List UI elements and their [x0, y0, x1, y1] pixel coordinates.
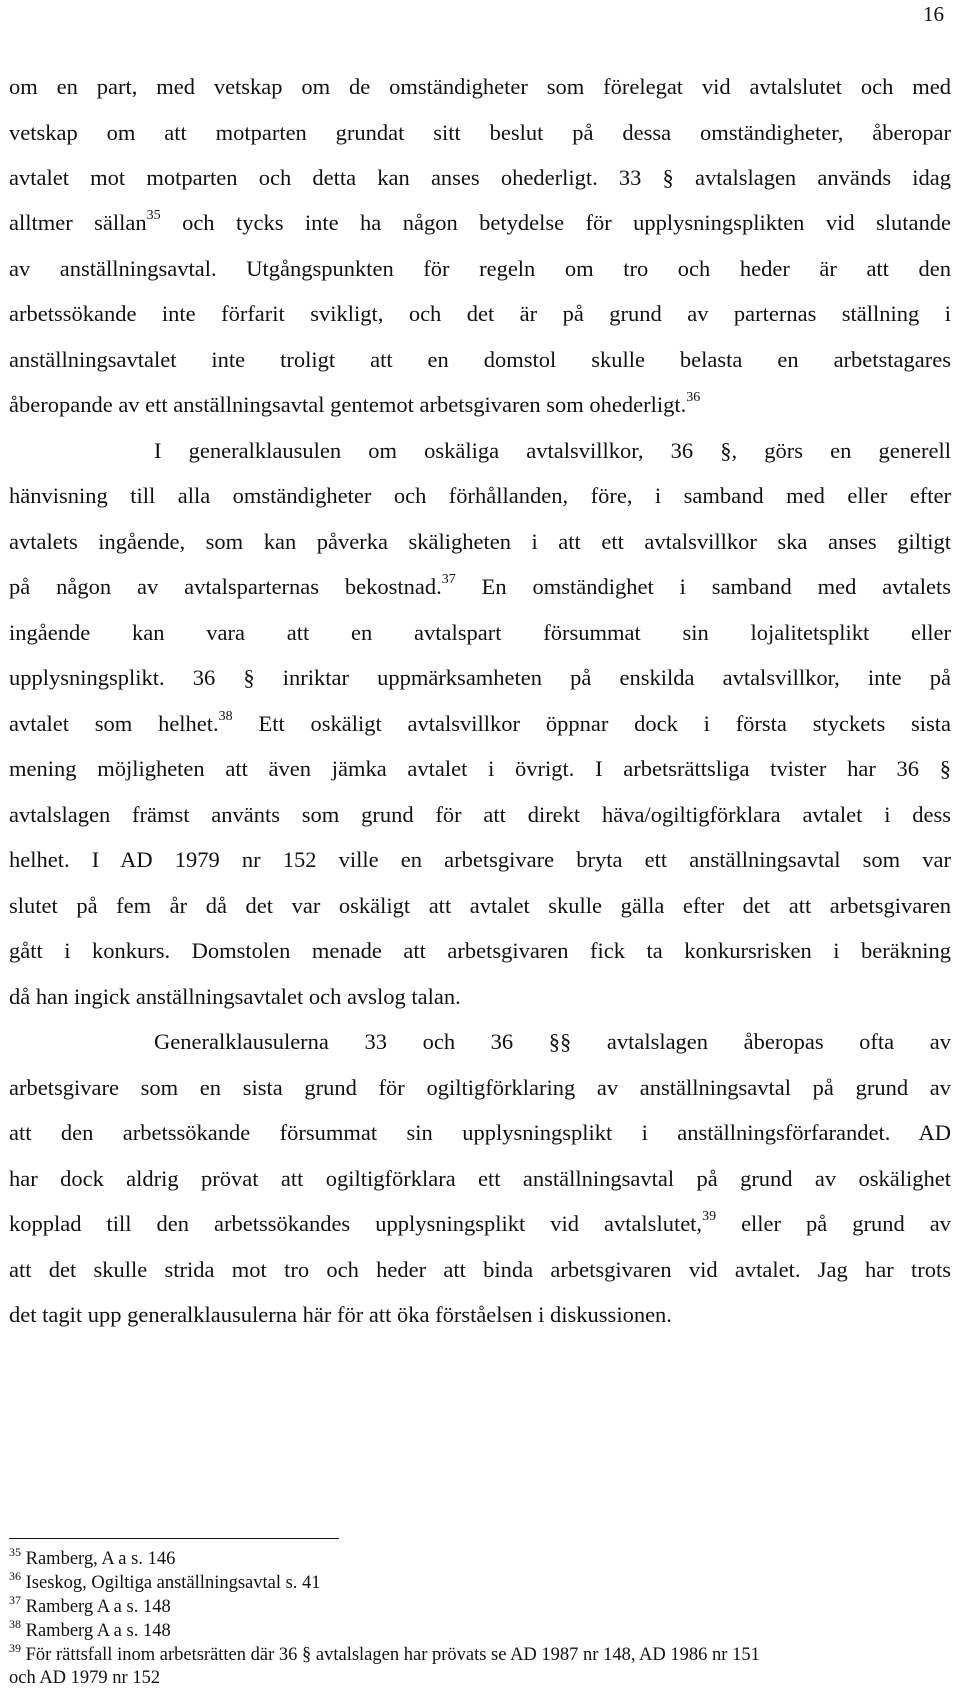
paragraph-2-line-4 — [9, 572, 951, 602]
paragraph-2-line-5: ingående kan vara att en avtalspart försummat sin lojalitetsplikt eller — [9, 620, 951, 645]
footnote-ref-38[interactable]: 38 — [218, 709, 233, 724]
text-segment: eller på grund av — [716, 1211, 951, 1236]
footnote-separator — [9, 1538, 339, 1539]
paragraph-2-line-13: då han ingick anställningsavtalet och avslog talan. — [9, 984, 461, 1009]
paragraph-3-line-6: att det skulle strida mot tro och heder att binda arbetsgivaren vid avtalet. Jag har trots — [9, 1257, 951, 1282]
footnote-38 — [9, 1619, 954, 1643]
footnote-number: 38 — [9, 1617, 21, 1631]
footnote-39 — [9, 1643, 954, 1667]
page-number: 16 — [923, 2, 944, 26]
paragraph-1-line-7: anställningsavtalet inte troligt att en domstol skulle belasta en arbetstagares — [9, 347, 951, 372]
paragraph-3-line-3: att den arbetssökande försummat sin upplysningsplikt i anställningsförfarandet. AD — [9, 1120, 951, 1145]
footnote-39-continued: och AD 1979 nr 152 — [9, 1668, 161, 1688]
text-segment: och tycks inte ha någon betydelse för upplysningsplikten vid slutande — [160, 210, 952, 235]
paragraph-2-line-1: I generalklausulen om oskäliga avtalsvillkor, 36 §, görs en generell — [154, 438, 951, 463]
footnote-text: Ramberg, A a s. 146 — [25, 1549, 176, 1569]
paragraph-3-line-4: har dock aldrig prövat att ogiltigförklara ett anställningsavtal på grund av oskälighet — [9, 1166, 951, 1191]
footnote-text: Ramberg A a s. 148 — [25, 1597, 171, 1617]
text-segment: En omständighet i samband med avtalets — [455, 574, 951, 599]
text-segment: alltmer sällan — [9, 210, 147, 235]
paragraph-1-line-6: arbetssökande inte förfarit svikligt, och det är på grund av parternas ställning i — [9, 301, 951, 326]
paragraph-1-line-2: vetskap om att motparten grundat sitt beslut på dessa omständigheter, åberopar — [9, 120, 951, 145]
footnote-number: 39 — [9, 1641, 21, 1655]
footnote-number: 36 — [9, 1569, 21, 1583]
paragraph-2-line-8: mening möjligheten att även jämka avtalet i övrigt. I arbetsrättsliga tvister har 36 § — [9, 756, 951, 781]
footnote-ref-39[interactable]: 39 — [702, 1209, 717, 1224]
footnote-ref-35[interactable]: 35 — [146, 208, 161, 223]
footnote-36 — [9, 1571, 954, 1595]
paragraph-2-line-11: slutet på fem år då det var oskäligt att avtalet skulle gälla efter det att arbetsgivaren — [9, 893, 951, 918]
paragraph-2-line-2: hänvisning till alla omständigheter och förhållanden, före, i samband med eller efter — [9, 483, 951, 508]
paragraph-2-line-12: gått i konkurs. Domstolen menade att arbetsgivaren fick ta konkursrisken i beräkning — [9, 938, 951, 963]
footnote-number: 35 — [9, 1545, 21, 1559]
paragraph-3-line-5 — [9, 1209, 951, 1239]
paragraph-3-line-7: det tagit upp generalklausulerna här för att öka förståelsen i diskussionen. — [9, 1302, 672, 1327]
text-segment: kopplad till den arbetssökandes upplysningsplikt vid avtalslutet, — [9, 1211, 703, 1236]
paragraph-1-line-3: avtalet mot motparten och detta kan anses ohederligt. 33 § avtalslagen används idag — [9, 165, 951, 190]
footnote-text: För rättsfall inom arbetsrätten där 36 § avtalslagen har prövats se AD 1987 nr 148, AD 1986 nr 151 — [25, 1645, 760, 1665]
text-segment: avtalet som helhet. — [9, 711, 219, 736]
paragraph-2-line-9: avtalslagen främst använts som grund för att direkt häva/ogiltigförklara avtalet i dess — [9, 802, 951, 827]
paragraph-1-line-4 — [9, 208, 951, 238]
paragraph-1-line-5: av anställningsavtal. Utgångspunkten för regeln om tro och heder är att den — [9, 256, 951, 281]
text-segment: åberopande av ett anställningsavtal gentemot arbetsgivaren som ohederligt. — [9, 392, 687, 417]
paragraph-3-line-2: arbetsgivare som en sista grund för ogiltigförklaring av anställningsavtal på grund av — [9, 1075, 951, 1100]
footnote-ref-37[interactable]: 37 — [441, 572, 456, 587]
paragraph-3-line-1: Generalklausulerna 33 och 36 §§ avtalslagen åberopas ofta av — [154, 1029, 951, 1054]
paragraph-2-line-3: avtalets ingående, som kan påverka skäligheten i att ett avtalsvillkor ska anses giltigt — [9, 529, 951, 554]
paragraph-2-line-7 — [9, 709, 951, 739]
footnote-ref-36[interactable]: 36 — [686, 390, 701, 405]
text-segment: Ett oskäligt avtalsvillkor öppnar dock i första styckets sista — [232, 711, 951, 736]
footnote-text: Iseskog, Ogiltiga anställningsavtal s. 41 — [25, 1573, 321, 1593]
footnote-35 — [9, 1547, 954, 1571]
footnote-text: Ramberg A a s. 148 — [25, 1621, 171, 1641]
paragraph-2-line-6: upplysningsplikt. 36 § inriktar uppmärksamheten på enskilda avtalsvillkor, inte på — [9, 665, 951, 690]
footnote-number: 37 — [9, 1593, 21, 1607]
text-segment: på någon av avtalsparternas bekostnad. — [9, 574, 442, 599]
paragraph-2-line-10: helhet. I AD 1979 nr 152 ville en arbetsgivare bryta ett anställningsavtal som var — [9, 847, 951, 872]
paragraph-1-line-8 — [9, 390, 951, 420]
paragraph-1-line-1: om en part, med vetskap om de omständigheter som förelegat vid avtalslutet och med — [9, 74, 951, 99]
footnote-37 — [9, 1595, 954, 1619]
